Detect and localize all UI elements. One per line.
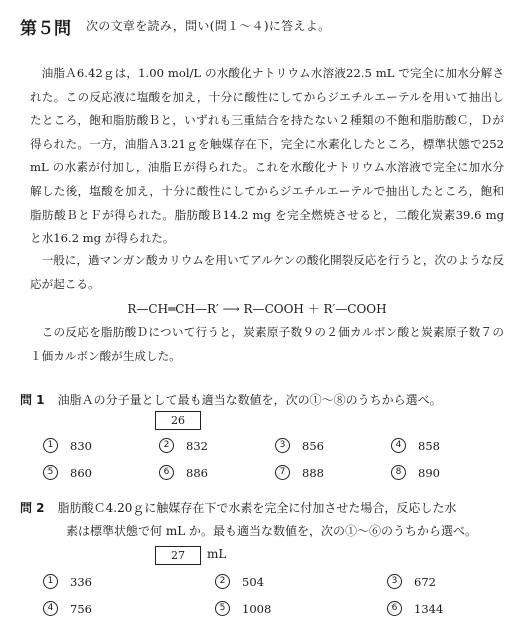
q1-answer-box[interactable]: 26 — [155, 411, 201, 430]
question-title: 第５問 — [20, 19, 71, 39]
option-value: 672 — [414, 574, 436, 589]
q2-text-line2: 素は標準状態で何 mL か。最も適当な数値を，次の①～⑥のうちから選べ。 — [66, 524, 477, 538]
q1-option-6[interactable] — [159, 465, 208, 480]
q2-text-line1: 脂肪酸Ｃ4.20ｇに触媒存在下で水素を完全に付加させた場合，反応した水 — [57, 501, 457, 515]
q1-text: 油脂Ａの分子量として最も適当な数値を，次の①～⑧のうちから選べ。 — [57, 393, 442, 407]
circled-number-3: 3 — [387, 574, 402, 589]
circled-number-5: 5 — [43, 465, 58, 480]
q2-label: 問 2 — [20, 501, 45, 515]
circled-number-4: 4 — [391, 438, 406, 453]
reaction-equation: R—CH═CH—R′ ⟶ R—COOH ＋ R′—COOH — [127, 302, 387, 316]
q2-option-2[interactable] — [215, 574, 264, 589]
q2-header — [20, 497, 456, 516]
circled-number-3: 3 — [275, 438, 290, 453]
circled-number-1: 1 — [43, 574, 58, 589]
passage-paragraph-2: 一般に，過マンガン酸カリウムを用いてアルケンの酸化開裂反応を行うと，次のような反応が起こる。 — [30, 253, 504, 291]
q1-label: 問 1 — [20, 393, 45, 407]
passage-paragraph-3: この反応を脂肪酸Ｄについて行うと，炭素原子数９の２価カルボン酸と炭素原子数７の１価カルボン酸が生成した。 — [30, 325, 504, 363]
option-value: 890 — [418, 465, 440, 480]
q2-unit: mL — [207, 547, 227, 561]
option-value: 888 — [302, 465, 324, 480]
q1-option-7[interactable] — [275, 465, 324, 480]
option-value: 856 — [302, 438, 324, 453]
q1-option-3[interactable] — [275, 438, 324, 453]
option-value: 830 — [70, 438, 92, 453]
option-value: 858 — [418, 438, 440, 453]
circled-number-6: 6 — [159, 465, 174, 480]
q2-option-6[interactable] — [387, 601, 443, 616]
q1-header — [20, 389, 442, 408]
circled-number-5: 5 — [215, 601, 230, 616]
q2-option-1[interactable] — [43, 574, 92, 589]
q2-option-4[interactable] — [43, 601, 92, 616]
option-value: 504 — [242, 574, 264, 589]
circled-number-8: 8 — [391, 465, 406, 480]
q2-option-3[interactable] — [387, 574, 436, 589]
circled-number-4: 4 — [43, 601, 58, 616]
circled-number-1: 1 — [43, 438, 58, 453]
circled-number-7: 7 — [275, 465, 290, 480]
option-value: 336 — [70, 574, 92, 589]
option-value: 860 — [70, 465, 92, 480]
question-intro: 次の文章を読み，問い(問１～４)に答えよ。 — [86, 19, 331, 33]
q1-option-4[interactable] — [391, 438, 440, 453]
q2-option-5[interactable] — [215, 601, 271, 616]
q1-option-8[interactable] — [391, 465, 440, 480]
q1-option-1[interactable] — [43, 438, 92, 453]
option-value: 756 — [70, 601, 92, 616]
q1-option-5[interactable] — [43, 465, 92, 480]
option-value: 1008 — [242, 601, 272, 616]
passage-paragraph-1: 油脂Ａ6.42ｇは，1.00 mol/L の水酸化ナトリウム水溶液22.5 mL で完全に加水分解された。この反応液に塩酸を加え，十分に酸性にしてからジエチルエーテルを用いて抽出したところ，飽和脂肪酸Ｂと，いずれも三重結合を持たない２種類の不飽和脂肪酸Ｃ，Ｄが得られた。一方，油脂Ａ3.21ｇを触媒存在下，完全に水素化したところ，標準状態で252 mL の水素が付加し，油脂Ｅが得られた。これを水酸化ナトリウム水溶液で完全に加水分解した後，塩酸を加え，十分に酸性にしてからジエチルエーテルで抽出したところ，飽和脂肪酸ＢとＦが得られた。脂肪酸Ｂ14.2 mg を完全燃焼させると，二酸化炭素39.6 mg と水16.2 mg が得られた。 — [30, 66, 504, 246]
circled-number-6: 6 — [387, 601, 402, 616]
circled-number-2: 2 — [159, 438, 174, 453]
q2-answer-box[interactable]: 27 — [155, 546, 201, 565]
option-value: 886 — [186, 465, 208, 480]
q1-option-2[interactable] — [159, 438, 208, 453]
circled-number-2: 2 — [215, 574, 230, 589]
option-value: 1344 — [414, 601, 444, 616]
option-value: 832 — [186, 438, 208, 453]
